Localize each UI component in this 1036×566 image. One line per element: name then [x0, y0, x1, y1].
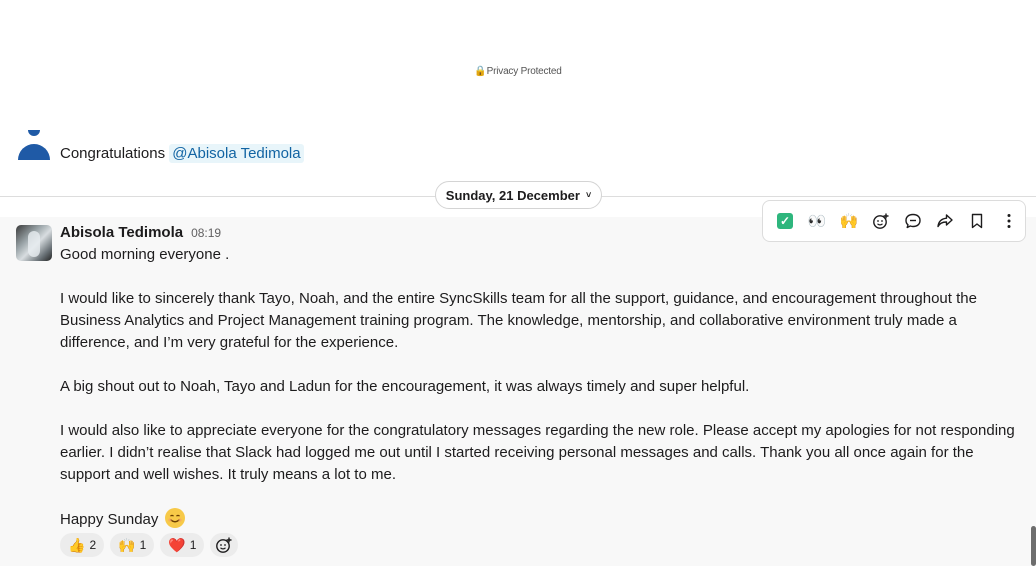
- previous-message: [0, 130, 1036, 170]
- message: [0, 217, 1036, 566]
- reply-thread-button[interactable]: [897, 205, 929, 237]
- message-actions-toolbar: [762, 200, 1026, 242]
- check-reaction-button[interactable]: [769, 205, 801, 237]
- message-text: Congratulations: [60, 145, 166, 162]
- more-actions-button[interactable]: [993, 205, 1025, 237]
- message-paragraph: Good morning everyone .: [60, 246, 230, 263]
- smiling-face-emoji-icon: [165, 508, 185, 528]
- heart-icon: ❤️: [168, 536, 186, 553]
- privacy-banner: 🔒Privacy Protected: [474, 66, 562, 77]
- previous-message-text: [60, 145, 304, 162]
- thumbs-up-icon: 👍: [68, 536, 86, 553]
- bookmark-icon: [968, 212, 986, 230]
- message-timestamp[interactable]: 08:19: [191, 226, 222, 240]
- raised-hands-reaction-button[interactable]: [833, 205, 865, 237]
- message-paragraph: [60, 508, 1025, 531]
- reaction-heart[interactable]: [160, 533, 204, 557]
- message-author[interactable]: Abisola Tedimola: [60, 224, 184, 241]
- check-reaction-icon: ✓: [777, 213, 793, 229]
- message-paragraph: I would also like to appreciate everyone for the congratulatory messages regarding the new role. Please accept my apologies for not responding earlier. I didn’t realise that Slack had logged me out until I started receiving personal messages and calls. Thank you all once again for the support and well wishes. It truly means a lot to me.: [60, 422, 1015, 483]
- forward-button[interactable]: [929, 205, 961, 237]
- reaction-count: 1: [139, 538, 147, 552]
- more-actions-icon: [1000, 212, 1018, 230]
- message-paragraph: I would like to sincerely thank Tayo, Noah, and the entire SyncSkills team for all the support, guidance, and encouragement throughout the Business Analytics and Project Management training program. The knowledge, mentorship, and collaborative environment truly made a difference, and I’m very grateful for the experience.: [60, 290, 977, 351]
- reaction-raised-hands[interactable]: [110, 533, 154, 557]
- message-body: [60, 244, 1025, 531]
- reaction-count: 2: [89, 538, 97, 552]
- message-paragraph-text: Happy Sunday: [60, 511, 159, 528]
- avatar[interactable]: [16, 130, 52, 160]
- eyes-reaction-button[interactable]: [801, 205, 833, 237]
- reply-thread-icon: [904, 212, 922, 230]
- eyes-reaction-icon: 👀: [807, 213, 827, 230]
- reaction-thumbs-up[interactable]: [60, 533, 104, 557]
- date-label: Sunday, 21 December: [445, 187, 580, 203]
- reactions-bar: [60, 533, 238, 557]
- chevron-down-icon: ˅: [585, 190, 592, 200]
- add-reaction-icon: [215, 536, 233, 554]
- bookmark-button[interactable]: [961, 205, 993, 237]
- message-paragraph: A big shout out to Noah, Tayo and Ladun for the encouragement, it was always timely and super helpful.: [60, 378, 750, 395]
- date-divider-button[interactable]: [435, 181, 602, 209]
- add-reaction-icon: [872, 212, 890, 230]
- forward-icon: [936, 212, 954, 230]
- raised-hands-icon: 🙌: [118, 536, 136, 553]
- add-reaction-button[interactable]: [210, 533, 238, 557]
- scrollbar[interactable]: [1031, 526, 1036, 566]
- user-mention[interactable]: @Abisola Tedimola: [169, 144, 303, 163]
- avatar[interactable]: [16, 225, 52, 261]
- raised-hands-reaction-icon: 🙌: [839, 213, 859, 230]
- reaction-count: 1: [189, 538, 197, 552]
- add-reaction-button[interactable]: [865, 205, 897, 237]
